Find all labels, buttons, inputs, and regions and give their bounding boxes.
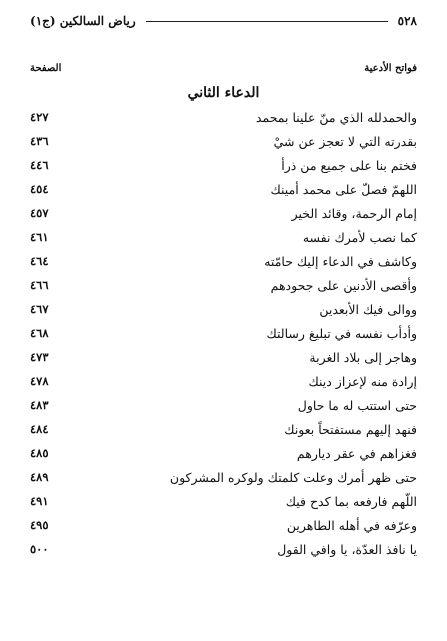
entry-text: فختم بنا على جميع من ذرأ (281, 157, 417, 173)
entry-page-number: ٤٨٤ (30, 422, 49, 436)
index-entry (30, 177, 417, 201)
entry-text: وعرّفه في أهله الطاهرين (286, 517, 417, 533)
running-head (30, 12, 417, 30)
index-entry (30, 225, 417, 249)
entry-text: يا نافذ العدّة، يا وافي القول (277, 541, 417, 557)
entry-text: وهاجر إلى بلاد الغربة (309, 349, 417, 365)
entry-text: والحمدلله الذي منّ علينا بمحمد (255, 109, 417, 125)
entry-page-number: ٤٦٧ (30, 302, 49, 316)
entry-text: بقدرته التي لا تعجز عن شيْ (273, 133, 417, 149)
index-entry (30, 465, 417, 489)
index-entry (30, 249, 417, 273)
index-entry (30, 345, 417, 369)
header-rule (146, 21, 388, 22)
entry-page-number: ٤٤٦ (30, 158, 49, 172)
column-headings (30, 63, 417, 77)
entry-page-number: ٤٥٤ (30, 182, 49, 196)
entry-text: اللهمّ فصلّ على محمد أمينك (270, 181, 417, 197)
entry-page-number: ٤٥٧ (30, 206, 49, 220)
entry-page-number: ٤٧٨ (30, 374, 49, 388)
entry-text: حتى ظهر أمرك وعلت كلمتك ولوكره المشركون (169, 469, 417, 485)
column-heading-page: الصفحة (30, 63, 62, 74)
entry-page-number: ٤٨٣ (30, 398, 49, 412)
book-title: رياض السالكين (ج١) (30, 14, 136, 28)
page-number: ٥٢٨ (397, 14, 417, 28)
index-entry (30, 489, 417, 513)
index-entry (30, 441, 417, 465)
entry-text: حتى استتب له ما حاول (297, 397, 417, 413)
entry-page-number: ٥٠٠ (30, 542, 49, 556)
entry-text: فغزاهم في عقر ديارهم (296, 445, 417, 461)
index-entry (30, 201, 417, 225)
index-entry (30, 417, 417, 441)
entry-page-number: ٤٨٥ (30, 446, 49, 460)
index-entry (30, 321, 417, 345)
entry-page-number: ٤٨٩ (30, 470, 49, 484)
entry-page-number: ٤٩٥ (30, 518, 49, 532)
entry-text: ووالى فيك الأبعدين (319, 301, 417, 317)
column-heading-openings: فواتح الأدعية (364, 63, 417, 74)
entry-page-number: ٤٦٦ (30, 278, 49, 292)
index-entry (30, 513, 417, 537)
section-title: الدعاء الثاني (187, 85, 260, 101)
index-entry (30, 153, 417, 177)
entry-text: إرادة منه لإعزاز دينك (308, 373, 417, 389)
entry-page-number: ٤٣٦ (30, 134, 49, 148)
index-entry (30, 393, 417, 417)
entry-page-number: ٤٦٤ (30, 254, 49, 268)
index-entry (30, 273, 417, 297)
index-entry (30, 129, 417, 153)
index-list (30, 105, 417, 561)
entry-text: وأدأب نفسه في تبليغ رسالتك (266, 325, 417, 341)
entry-text: وكاشف في الدعاء إليك حامّته (264, 253, 417, 269)
index-entry (30, 105, 417, 129)
entry-text: إمام الرحمة، وقائد الخير (291, 205, 417, 221)
entry-page-number: ٤٢٧ (30, 110, 49, 124)
index-entry (30, 369, 417, 393)
entry-text: اللّهم فارفعه بما كدح فيك (285, 493, 417, 509)
entry-text: فنهد إليهم مستفتحاً بعونك (284, 421, 417, 437)
index-entry (30, 297, 417, 321)
entry-text: كما نصب لأمرك نفسه (302, 229, 417, 245)
entry-page-number: ٤٦٨ (30, 326, 49, 340)
entry-page-number: ٤٦١ (30, 230, 49, 244)
index-entry (30, 537, 417, 561)
entry-text: وأقصى الأدنين على جحودهم (270, 277, 417, 293)
entry-page-number: ٤٩١ (30, 494, 49, 508)
entry-page-number: ٤٧٣ (30, 350, 49, 364)
